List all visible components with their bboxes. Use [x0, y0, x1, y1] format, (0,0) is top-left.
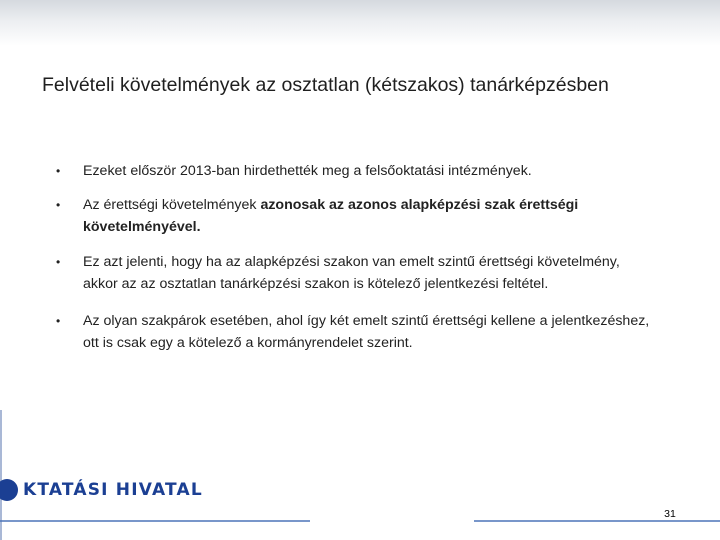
bullet-marker: •: [56, 164, 61, 178]
bullet-item: [56, 310, 656, 354]
slide-title: Felvételi követelmények az osztatlan (kétszakos) tanárképzésben: [42, 74, 609, 96]
logo-circle-icon: [0, 479, 18, 501]
bullet-item: [56, 251, 656, 295]
bullet-list: [56, 160, 656, 354]
bullet-marker: •: [56, 198, 61, 212]
bullet-item: [56, 194, 656, 238]
bullet-text: Ezeket először 2013-ban hirdethették meg a felsőoktatási intézmények.: [83, 163, 532, 179]
bullet-text: Az olyan szakpárok esetében, ahol így két emelt szintű érettségi kellene a jelentkezéshez, ott is csak egy a kötelező a kormányrendelet szerint.: [83, 313, 650, 351]
header-band: [0, 0, 720, 46]
bullet-marker: •: [56, 314, 61, 328]
bullet-text: Az érettségi követelmények: [83, 197, 261, 213]
bullet-marker: •: [56, 255, 61, 269]
bullet-item: [56, 160, 656, 182]
bullet-text: Ez azt jelenti, hogy ha az alapképzési szakon van emelt szintű érettségi követelmény, akkor az az osztatlan tanárképzési szakon is kötelező jelentkezési feltétel.: [83, 254, 620, 292]
bullet-text-emphasis: azonosak az azonos alapképzési szak érettségi követelményével: [83, 197, 579, 235]
bullet-text-end: .: [196, 219, 201, 235]
oktatasi-hivatal-logo: [0, 479, 203, 501]
logo-text: KTATÁSI HIVATAL: [23, 480, 203, 500]
page-number: 31: [664, 508, 676, 520]
